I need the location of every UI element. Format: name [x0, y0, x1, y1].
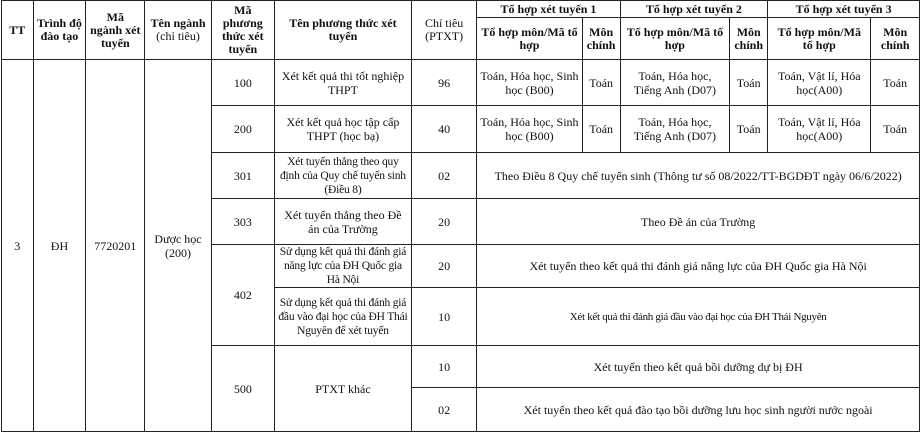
program-major: [145, 60, 211, 432]
program-major-line1: Dược học: [154, 231, 202, 246]
header-quota-line1: Chỉ tiêu: [424, 16, 464, 30]
header-major-line2: (chỉ tiêu): [156, 29, 200, 43]
combo1-main: Toán: [582, 106, 620, 153]
header-method-name: Tên phương thức xét tuyển: [274, 1, 411, 60]
program-major-line2: (200): [165, 245, 191, 260]
quota: 10: [411, 346, 476, 388]
header-level: Trình độ đào tạo: [33, 1, 86, 60]
combo2-main: Toán: [730, 106, 768, 153]
method-name: Xét kết quả thi tốt nghiệp THPT: [274, 60, 411, 106]
method-name: Xét tuyển thẳng theo quy định của Quy chế tuyển sinh (Điều 8): [274, 153, 411, 199]
method-note: Xét tuyển theo kết quả bồi dưỡng dự bị ĐH: [477, 346, 920, 388]
method-note: Theo Đề án của Trường: [477, 199, 920, 245]
method-code: 301: [211, 153, 274, 199]
quota: 10: [411, 288, 476, 346]
quota: 20: [411, 245, 476, 288]
combo3-subjects: Toán, Vật lí, Hóa học(A00): [768, 60, 871, 106]
method-name: Sử dụng kết quả thi đánh giá đầu vào đại học của ĐH Thái Nguyên để xét tuyển: [274, 288, 411, 346]
combo3-main: Toán: [871, 106, 920, 153]
method-name: Xét kết quả học tập cấp THPT (học bạ): [274, 106, 411, 153]
program-tt: 3: [2, 60, 34, 432]
quota: 96: [411, 60, 476, 106]
method-code: 402: [211, 245, 274, 346]
method-code: 303: [211, 199, 274, 245]
quota: 40: [411, 106, 476, 153]
quota: 20: [411, 199, 476, 245]
combo2-subjects: Toán, Hóa học, Tiếng Anh (D07): [620, 60, 730, 106]
admission-methods-table: [1, 0, 920, 432]
quota: 02: [411, 153, 476, 199]
program-level: ĐH: [33, 60, 86, 432]
combo3-subjects: Toán, Vật lí, Hóa học(A00): [768, 106, 871, 153]
header-combo3: Tổ hợp xét tuyển 3: [768, 1, 920, 18]
header-quota: [411, 1, 476, 60]
header-quota-line2: (PTXT): [425, 29, 464, 43]
header-tt: TT: [2, 1, 34, 60]
header-main-1: Môn chính: [582, 18, 620, 60]
header-subjects-1: Tổ hợp môn/Mã tổ hợp: [477, 18, 582, 60]
method-code: 500: [211, 346, 274, 432]
combo3-main: Toán: [871, 60, 920, 106]
program-code: 7720201: [86, 60, 145, 432]
header-major: [145, 1, 211, 60]
method-name: Sử dụng kết quả thi đánh giá năng lực của ĐH Quốc gia Hà Nội: [274, 245, 411, 288]
method-note: Xét tuyển theo kết quả đào tạo bồi dưỡng lưu học sinh người nước ngoài: [477, 388, 920, 432]
method-name: PTXT khác: [274, 346, 411, 432]
header-method-code: Mã phương thức xét tuyển: [211, 1, 274, 60]
method-note: Xét tuyển theo kết quả thi đánh giá năng lực của ĐH Quốc gia Hà Nội: [477, 245, 920, 288]
quota: 02: [411, 388, 476, 432]
header-row-top: [2, 1, 920, 18]
header-subjects-2: Tổ hợp môn/Mã tổ hợp: [620, 18, 730, 60]
combo1-subjects: Toán, Hóa học, Sinh học (B00): [477, 60, 582, 106]
combo2-main: Toán: [730, 60, 768, 106]
header-combo1: Tổ hợp xét tuyển 1: [477, 1, 620, 18]
combo1-main: Toán: [582, 60, 620, 106]
method-note: Xét kết quả thi đánh giá đầu vào đại học của ĐH Thái Nguyên: [477, 288, 920, 346]
header-main-3: Môn chính: [871, 18, 920, 60]
method-name: Xét tuyển thẳng theo Đề án của Trường: [274, 199, 411, 245]
combo1-subjects: Toán, Hóa học, Sinh học (B00): [477, 106, 582, 153]
header-subjects-3: Tổ hợp môn/Mã tổ hợp: [768, 18, 871, 60]
header-main-2: Môn chính: [730, 18, 768, 60]
method-note: Theo Điều 8 Quy chế tuyển sinh (Thông tư số 08/2022/TT-BGDĐT ngày 06/6/2022): [477, 153, 920, 199]
method-code: 100: [211, 60, 274, 106]
header-code: Mã ngành xét tuyển: [86, 1, 145, 60]
header-combo2: Tổ hợp xét tuyển 2: [620, 1, 768, 18]
header-major-line1: Tên ngành: [150, 16, 206, 30]
table-row: [2, 60, 920, 106]
method-code: 200: [211, 106, 274, 153]
combo2-subjects: Toán, Hóa học, Tiếng Anh (D07): [620, 106, 730, 153]
